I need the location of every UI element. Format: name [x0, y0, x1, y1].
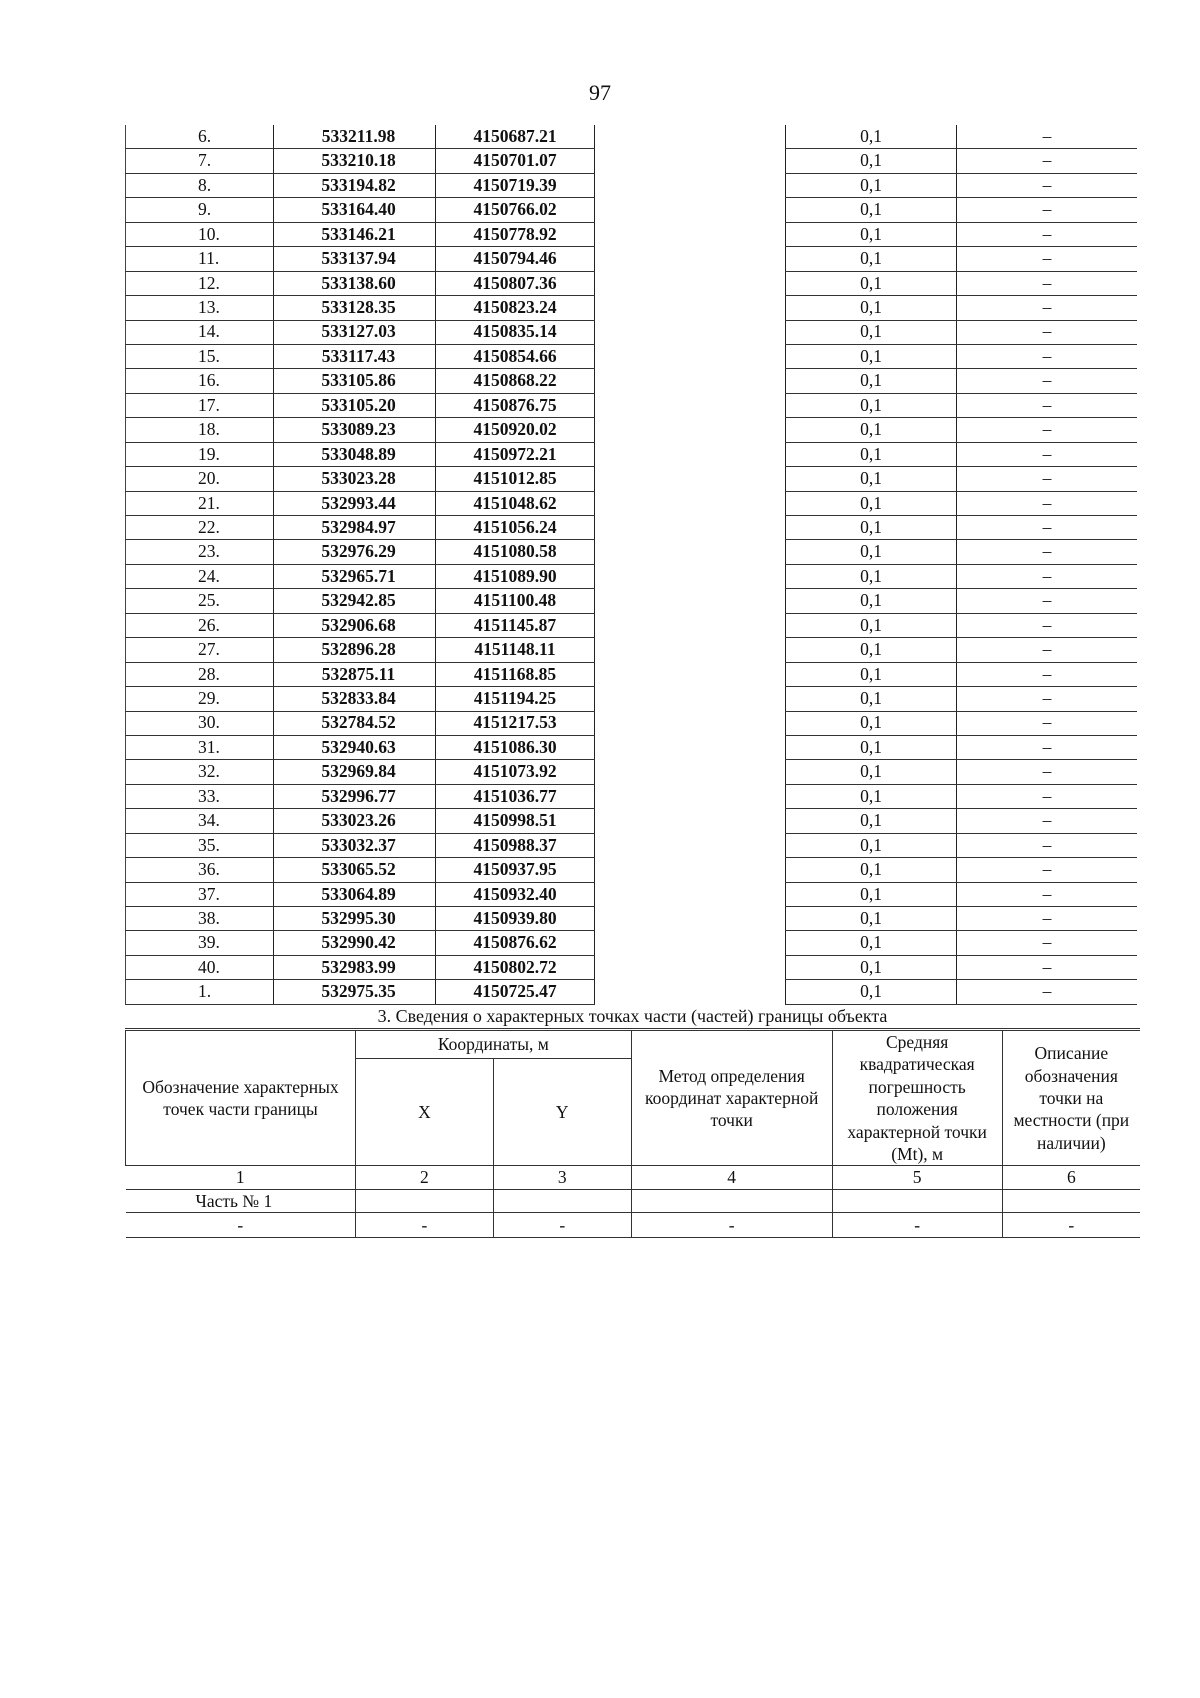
description-value: –	[957, 296, 1138, 320]
header-coordinates: Координаты, м	[356, 1031, 632, 1059]
point-number: 11.	[126, 247, 274, 271]
empty-cell	[356, 1189, 494, 1212]
point-number: 18.	[126, 418, 274, 442]
accuracy-value: 0,1	[786, 662, 957, 686]
accuracy-value: 0,1	[786, 149, 957, 173]
coordinate-row	[126, 833, 1138, 857]
point-number: 36.	[126, 858, 274, 882]
description-value: –	[957, 491, 1138, 515]
method-cell	[595, 247, 786, 271]
coordinate-x: 533127.03	[274, 320, 436, 344]
accuracy-value: 0,1	[786, 516, 957, 540]
coordinate-row	[126, 173, 1138, 197]
part-points-table	[125, 1030, 1140, 1238]
header-description: Описание обозначения точки на местности (при наличии)	[1002, 1031, 1140, 1166]
point-number: 28.	[126, 662, 274, 686]
description-value: –	[957, 980, 1138, 1004]
description-value: –	[957, 369, 1138, 393]
method-cell	[595, 467, 786, 491]
description-value: –	[957, 613, 1138, 637]
coordinate-y: 4150854.66	[436, 344, 595, 368]
coordinate-row	[126, 589, 1138, 613]
coordinate-x: 532875.11	[274, 662, 436, 686]
coordinate-row	[126, 564, 1138, 588]
point-number: 8.	[126, 173, 274, 197]
accuracy-value: 0,1	[786, 980, 957, 1004]
coordinate-x: 533194.82	[274, 173, 436, 197]
header-y: Y	[493, 1058, 631, 1166]
method-cell	[595, 589, 786, 613]
coordinate-row	[126, 784, 1138, 808]
point-number: 19.	[126, 442, 274, 466]
point-number: 14.	[126, 320, 274, 344]
method-cell	[595, 613, 786, 637]
description-value: –	[957, 467, 1138, 491]
accuracy-value: 0,1	[786, 442, 957, 466]
point-number: 40.	[126, 955, 274, 979]
method-cell	[595, 711, 786, 735]
accuracy-value: 0,1	[786, 125, 957, 149]
coordinate-y: 4151048.62	[436, 491, 595, 515]
coordinate-row	[126, 931, 1138, 955]
coordinate-x: 532896.28	[274, 638, 436, 662]
accuracy-value: 0,1	[786, 882, 957, 906]
coordinate-y: 4151036.77	[436, 784, 595, 808]
coordinate-y: 4150823.24	[436, 296, 595, 320]
coordinate-row	[126, 711, 1138, 735]
description-value: –	[957, 418, 1138, 442]
coordinate-row	[126, 247, 1138, 271]
coordinate-y: 4150778.92	[436, 222, 595, 246]
point-number: 16.	[126, 369, 274, 393]
point-number: 15.	[126, 344, 274, 368]
coordinate-row	[126, 735, 1138, 759]
method-cell	[595, 418, 786, 442]
coordinate-row	[126, 198, 1138, 222]
coordinate-x: 533138.60	[274, 271, 436, 295]
description-value: –	[957, 320, 1138, 344]
accuracy-value: 0,1	[786, 907, 957, 931]
empty-cell	[832, 1189, 1002, 1212]
method-cell	[595, 931, 786, 955]
accuracy-value: 0,1	[786, 687, 957, 711]
coordinate-x: 532990.42	[274, 931, 436, 955]
point-number: 38.	[126, 907, 274, 931]
accuracy-value: 0,1	[786, 760, 957, 784]
description-value: –	[957, 907, 1138, 931]
coordinate-y: 4151086.30	[436, 735, 595, 759]
column-number: 2	[356, 1166, 494, 1189]
point-number: 27.	[126, 638, 274, 662]
description-value: –	[957, 442, 1138, 466]
method-cell	[595, 173, 786, 197]
point-number: 10.	[126, 222, 274, 246]
point-number: 21.	[126, 491, 274, 515]
coordinate-row	[126, 393, 1138, 417]
method-cell	[595, 784, 786, 808]
dash-cell: -	[1002, 1213, 1140, 1238]
description-value: –	[957, 784, 1138, 808]
coordinate-x: 533023.28	[274, 467, 436, 491]
coordinate-row	[126, 467, 1138, 491]
accuracy-value: 0,1	[786, 931, 957, 955]
coordinate-y: 4150876.75	[436, 393, 595, 417]
coordinate-x: 532995.30	[274, 907, 436, 931]
description-value: –	[957, 955, 1138, 979]
coordinate-row	[126, 369, 1138, 393]
dash-cell: -	[631, 1213, 832, 1238]
method-cell	[595, 687, 786, 711]
header-designation: Обозначение характерных точек части границы	[126, 1031, 356, 1166]
point-number: 37.	[126, 882, 274, 906]
description-value: –	[957, 858, 1138, 882]
coordinates-table	[125, 125, 1137, 1005]
coordinate-row	[126, 418, 1138, 442]
accuracy-value: 0,1	[786, 858, 957, 882]
coordinate-row	[126, 320, 1138, 344]
coordinate-row	[126, 638, 1138, 662]
coordinate-y: 4151194.25	[436, 687, 595, 711]
coordinate-y: 4150719.39	[436, 173, 595, 197]
coordinate-y: 4150988.37	[436, 833, 595, 857]
method-cell	[595, 540, 786, 564]
description-value: –	[957, 149, 1138, 173]
coordinate-row	[126, 516, 1138, 540]
coordinate-y: 4150794.46	[436, 247, 595, 271]
coordinate-row	[126, 907, 1138, 931]
coordinate-x: 532976.29	[274, 540, 436, 564]
method-cell	[595, 271, 786, 295]
accuracy-value: 0,1	[786, 247, 957, 271]
method-cell	[595, 662, 786, 686]
coordinate-x: 532975.35	[274, 980, 436, 1004]
description-value: –	[957, 662, 1138, 686]
accuracy-value: 0,1	[786, 296, 957, 320]
accuracy-value: 0,1	[786, 222, 957, 246]
point-number: 24.	[126, 564, 274, 588]
description-value: –	[957, 516, 1138, 540]
coordinate-row	[126, 613, 1138, 637]
coordinate-x: 533105.86	[274, 369, 436, 393]
coordinate-row	[126, 980, 1138, 1004]
coordinate-y: 4150939.80	[436, 907, 595, 931]
coordinate-x: 532984.97	[274, 516, 436, 540]
coordinate-x: 532996.77	[274, 784, 436, 808]
coordinate-y: 4150835.14	[436, 320, 595, 344]
method-cell	[595, 907, 786, 931]
coordinate-y: 4151217.53	[436, 711, 595, 735]
coordinate-y: 4151145.87	[436, 613, 595, 637]
part-label: Часть № 1	[126, 1189, 356, 1212]
point-number: 31.	[126, 735, 274, 759]
header-accuracy: Средняя квадратическая погрешность положения характерной точки (Mt), м	[832, 1031, 1002, 1166]
coordinate-x: 532965.71	[274, 564, 436, 588]
coordinate-x: 533065.52	[274, 858, 436, 882]
coordinate-x: 533146.21	[274, 222, 436, 246]
section-title: 3. Сведения о характерных точках части (частей) границы объекта	[125, 1006, 1140, 1029]
coordinate-x: 533032.37	[274, 833, 436, 857]
coordinate-x: 533128.35	[274, 296, 436, 320]
accuracy-value: 0,1	[786, 393, 957, 417]
accuracy-value: 0,1	[786, 467, 957, 491]
point-number: 39.	[126, 931, 274, 955]
empty-cell	[493, 1189, 631, 1212]
coordinate-y: 4151073.92	[436, 760, 595, 784]
coordinate-x: 533064.89	[274, 882, 436, 906]
coordinate-y: 4150687.21	[436, 125, 595, 149]
coordinate-x: 532784.52	[274, 711, 436, 735]
point-number: 34.	[126, 809, 274, 833]
coordinate-y: 4151056.24	[436, 516, 595, 540]
point-number: 13.	[126, 296, 274, 320]
coordinate-row	[126, 882, 1138, 906]
accuracy-value: 0,1	[786, 540, 957, 564]
description-value: –	[957, 589, 1138, 613]
point-number: 33.	[126, 784, 274, 808]
column-number: 6	[1002, 1166, 1140, 1189]
coordinate-row	[126, 271, 1138, 295]
coordinate-x: 533105.20	[274, 393, 436, 417]
method-cell	[595, 442, 786, 466]
accuracy-value: 0,1	[786, 589, 957, 613]
method-cell	[595, 809, 786, 833]
coordinate-row	[126, 687, 1138, 711]
dash-cell: -	[493, 1213, 631, 1238]
column-number: 1	[126, 1166, 356, 1189]
accuracy-value: 0,1	[786, 613, 957, 637]
description-value: –	[957, 540, 1138, 564]
coordinate-y: 4150932.40	[436, 882, 595, 906]
method-cell	[595, 198, 786, 222]
accuracy-value: 0,1	[786, 418, 957, 442]
accuracy-value: 0,1	[786, 955, 957, 979]
dash-cell: -	[126, 1213, 356, 1238]
description-value: –	[957, 638, 1138, 662]
method-cell	[595, 833, 786, 857]
coordinate-row	[126, 222, 1138, 246]
description-value: –	[957, 125, 1138, 149]
coordinate-x: 532969.84	[274, 760, 436, 784]
coordinate-y: 4151168.85	[436, 662, 595, 686]
coordinate-row	[126, 149, 1138, 173]
coordinate-y: 4150998.51	[436, 809, 595, 833]
coordinate-row	[126, 858, 1138, 882]
coordinate-x: 533048.89	[274, 442, 436, 466]
method-cell	[595, 882, 786, 906]
accuracy-value: 0,1	[786, 784, 957, 808]
empty-cell	[1002, 1189, 1140, 1212]
accuracy-value: 0,1	[786, 809, 957, 833]
coordinate-x: 533210.18	[274, 149, 436, 173]
coordinate-x: 533164.40	[274, 198, 436, 222]
point-number: 30.	[126, 711, 274, 735]
point-number: 20.	[126, 467, 274, 491]
header-x: X	[356, 1058, 494, 1166]
description-value: –	[957, 271, 1138, 295]
description-value: –	[957, 711, 1138, 735]
dash-cell: -	[832, 1213, 1002, 1238]
method-cell	[595, 222, 786, 246]
coordinate-x: 532906.68	[274, 613, 436, 637]
coordinate-x: 533117.43	[274, 344, 436, 368]
point-number: 12.	[126, 271, 274, 295]
coordinate-y: 4150807.36	[436, 271, 595, 295]
coordinate-row	[126, 760, 1138, 784]
accuracy-value: 0,1	[786, 369, 957, 393]
accuracy-value: 0,1	[786, 271, 957, 295]
point-number: 29.	[126, 687, 274, 711]
method-cell	[595, 858, 786, 882]
coordinate-row	[126, 662, 1138, 686]
coordinate-x: 532993.44	[274, 491, 436, 515]
point-number: 17.	[126, 393, 274, 417]
coordinate-y: 4150802.72	[436, 955, 595, 979]
coordinate-row	[126, 955, 1138, 979]
coordinate-x: 532833.84	[274, 687, 436, 711]
coordinate-y: 4151080.58	[436, 540, 595, 564]
method-cell	[595, 760, 786, 784]
point-number: 25.	[126, 589, 274, 613]
page-number: 97	[589, 80, 611, 105]
coordinate-x: 533137.94	[274, 247, 436, 271]
coordinate-row	[126, 491, 1138, 515]
method-cell	[595, 491, 786, 515]
coordinate-y: 4150701.07	[436, 149, 595, 173]
coordinate-y: 4150972.21	[436, 442, 595, 466]
coordinate-row	[126, 442, 1138, 466]
header-method: Метод определения координат характерной точки	[631, 1031, 832, 1166]
coordinate-y: 4150766.02	[436, 198, 595, 222]
coordinate-row	[126, 296, 1138, 320]
description-value: –	[957, 687, 1138, 711]
column-number: 4	[631, 1166, 832, 1189]
method-cell	[595, 735, 786, 759]
method-cell	[595, 344, 786, 368]
accuracy-value: 0,1	[786, 711, 957, 735]
description-value: –	[957, 222, 1138, 246]
coordinate-row	[126, 540, 1138, 564]
point-number: 22.	[126, 516, 274, 540]
coordinate-row	[126, 344, 1138, 368]
coordinate-x: 533023.26	[274, 809, 436, 833]
method-cell	[595, 638, 786, 662]
accuracy-value: 0,1	[786, 344, 957, 368]
description-value: –	[957, 882, 1138, 906]
coordinate-y: 4150876.62	[436, 931, 595, 955]
description-value: –	[957, 809, 1138, 833]
point-number: 32.	[126, 760, 274, 784]
method-cell	[595, 516, 786, 540]
coordinate-y: 4150868.22	[436, 369, 595, 393]
accuracy-value: 0,1	[786, 198, 957, 222]
method-cell	[595, 564, 786, 588]
coordinate-x: 533211.98	[274, 125, 436, 149]
point-number: 7.	[126, 149, 274, 173]
accuracy-value: 0,1	[786, 320, 957, 344]
column-number: 3	[493, 1166, 631, 1189]
description-value: –	[957, 735, 1138, 759]
coordinate-x: 533089.23	[274, 418, 436, 442]
method-cell	[595, 955, 786, 979]
description-value: –	[957, 393, 1138, 417]
accuracy-value: 0,1	[786, 638, 957, 662]
coordinate-x: 532942.85	[274, 589, 436, 613]
description-value: –	[957, 198, 1138, 222]
coordinate-y: 4150920.02	[436, 418, 595, 442]
description-value: –	[957, 344, 1138, 368]
method-cell	[595, 296, 786, 320]
accuracy-value: 0,1	[786, 491, 957, 515]
description-value: –	[957, 564, 1138, 588]
point-number: 1.	[126, 980, 274, 1004]
coordinate-row	[126, 809, 1138, 833]
coordinate-y: 4150937.95	[436, 858, 595, 882]
description-value: –	[957, 833, 1138, 857]
accuracy-value: 0,1	[786, 833, 957, 857]
dash-cell: -	[356, 1213, 494, 1238]
coordinate-x: 532940.63	[274, 735, 436, 759]
point-number: 26.	[126, 613, 274, 637]
coordinate-row	[126, 125, 1138, 149]
coordinate-y: 4151148.11	[436, 638, 595, 662]
method-cell	[595, 369, 786, 393]
accuracy-value: 0,1	[786, 173, 957, 197]
empty-cell	[631, 1189, 832, 1212]
method-cell	[595, 980, 786, 1004]
coordinate-y: 4151100.48	[436, 589, 595, 613]
description-value: –	[957, 247, 1138, 271]
description-value: –	[957, 931, 1138, 955]
description-value: –	[957, 760, 1138, 784]
point-number: 23.	[126, 540, 274, 564]
coordinate-y: 4151089.90	[436, 564, 595, 588]
method-cell	[595, 320, 786, 344]
coordinate-y: 4150725.47	[436, 980, 595, 1004]
accuracy-value: 0,1	[786, 564, 957, 588]
coordinate-y: 4151012.85	[436, 467, 595, 491]
method-cell	[595, 149, 786, 173]
column-number: 5	[832, 1166, 1002, 1189]
point-number: 35.	[126, 833, 274, 857]
point-number: 9.	[126, 198, 274, 222]
accuracy-value: 0,1	[786, 735, 957, 759]
coordinate-x: 532983.99	[274, 955, 436, 979]
point-number: 6.	[126, 125, 274, 149]
method-cell	[595, 393, 786, 417]
method-cell	[595, 125, 786, 149]
description-value: –	[957, 173, 1138, 197]
